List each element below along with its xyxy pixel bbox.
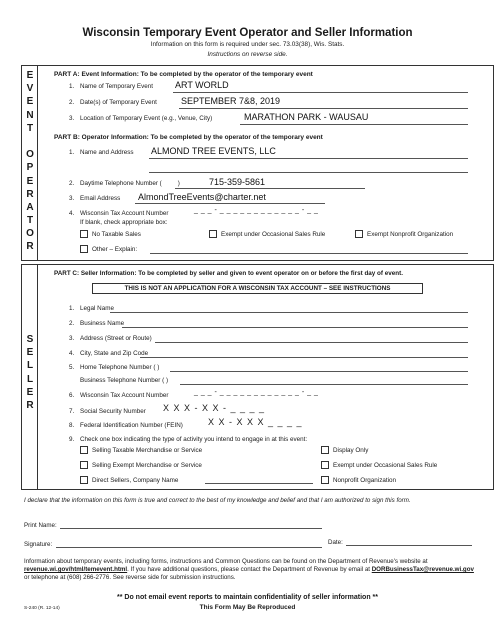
- website-link[interactable]: revenue.wi.gov/html/temevent.html: [24, 566, 128, 574]
- other-option[interactable]: Other – Explain:: [80, 245, 137, 253]
- activity-direct-seller-option[interactable]: Direct Sellers, Company Name: [80, 476, 178, 484]
- print-name-label: Print Name:: [24, 522, 57, 529]
- checkbox[interactable]: [80, 461, 88, 469]
- part-a-heading: PART A: Event Information: To be completed by the operator of the temporary event: [54, 71, 313, 78]
- fein-label: 8. Federal Identification Number (FEIN): [69, 422, 183, 429]
- side-letter: R: [26, 188, 34, 200]
- side-letter: O: [26, 228, 34, 240]
- side-letter: R: [26, 241, 34, 253]
- activity-nonprofit-option[interactable]: Nonprofit Organization: [321, 476, 396, 484]
- signature-line[interactable]: [56, 547, 322, 548]
- activity-label: 9. Check one box indicating the type of activity you intend to engage in at this event:: [69, 436, 308, 443]
- side-letter: A: [26, 201, 34, 213]
- form-subtitle: Information on this form is required under sec. 73.03(38), Wis. Stats.: [150, 41, 345, 48]
- seller-field-line[interactable]: [170, 371, 468, 372]
- info-paragraph: Information about temporary events, including forms, instructions and Common Questions can be found on the Department of Revenue's website at revenue.wi.gov/html/temevent.html. If you have additional questions, please contact the Department of Revenue by email at DORBusinessTax@revenue.wi.gov or telephone at (608) 266-2776. See reverse side for submission instructions.: [24, 558, 474, 582]
- side-letter: T: [26, 122, 34, 134]
- checkbox[interactable]: [321, 476, 329, 484]
- side-letter: E: [26, 386, 34, 398]
- fein-field[interactable]: X X - X X X _ _ _ _: [208, 417, 303, 427]
- email-link[interactable]: DORBusinessTax@revenue.wi.gov: [371, 566, 474, 574]
- side-letter: E: [26, 96, 34, 108]
- checkbox[interactable]: [321, 461, 329, 469]
- ssn-field[interactable]: X X X - X X - _ _ _ _: [163, 403, 266, 413]
- seller-field-line[interactable]: [140, 357, 468, 358]
- company-name-line[interactable]: [205, 483, 313, 484]
- date-label: Date:: [328, 539, 343, 546]
- operator-name-field[interactable]: ALMOND TREE EVENTS, LLC: [151, 146, 276, 156]
- activity-exempt-option[interactable]: Selling Exempt Merchandise or Service: [80, 461, 202, 469]
- form-id: S-240 (R. 12-14): [24, 606, 60, 611]
- activity-occasional-option[interactable]: Exempt under Occasional Sales Rule: [321, 461, 437, 469]
- operator-tax-field[interactable]: _ _ _ - _ _ _ _ _ _ _ _ _ _ _ _ - _ _: [194, 207, 319, 214]
- checkbox[interactable]: [80, 446, 88, 454]
- other-explain-line[interactable]: [150, 253, 468, 254]
- seller-field-label: 5. Home Telephone Number ( ): [69, 364, 160, 371]
- side-letter: S: [26, 334, 34, 345]
- event-name-field[interactable]: ART WORLD: [175, 80, 229, 90]
- side-letter: L: [26, 360, 34, 372]
- operator-name-label: 1. Name and Address: [69, 149, 134, 156]
- declaration-text: I declare that the information on this form is true and correct to the best of my knowledge and belief and that I am authorized to sign this form.: [24, 497, 411, 504]
- signature-label: Signature:: [24, 541, 53, 548]
- activity-taxable-option[interactable]: Selling Taxable Merchandise or Service: [80, 446, 202, 454]
- event-operator-side-label: [21, 71, 39, 256]
- operator-phone-field[interactable]: 715-359-5861: [209, 177, 266, 187]
- ssn-label: 7. Social Security Number: [69, 408, 146, 415]
- operator-phone-label: 2. Daytime Telephone Number ( ): [69, 180, 180, 187]
- checkbox[interactable]: [321, 446, 329, 454]
- event-name-label: 1. Name of Temporary Event: [69, 83, 154, 90]
- part-c-heading: PART C: Seller Information: To be completed by seller and given to event operator on or before the first day of event.: [54, 270, 403, 277]
- activity-display-option[interactable]: Display Only: [321, 446, 368, 454]
- instructions-note: Instructions on reverse side.: [207, 51, 288, 58]
- occasional-sales-option[interactable]: Exempt under Occasional Sales Rule: [209, 230, 325, 238]
- operator-email-field[interactable]: AlmondTreeEvents@charter.net: [138, 192, 266, 202]
- side-letter: L: [26, 373, 34, 385]
- side-letter: E: [26, 175, 34, 187]
- event-location-label: 3. Location of Temporary Event (e.g., Venue, City): [69, 115, 213, 122]
- reproduce-note: This Form May Be Reproduced: [199, 604, 296, 611]
- date-line[interactable]: [346, 545, 472, 546]
- confidentiality-warning: ** Do not email event reports to maintain confidentiality of seller information **: [117, 594, 378, 601]
- side-letter: P: [26, 162, 34, 174]
- operator-address-line[interactable]: [149, 172, 468, 173]
- checkbox[interactable]: [80, 476, 88, 484]
- seller-field-label: 4. City, State and Zip Code: [69, 350, 149, 357]
- checkbox[interactable]: [80, 230, 88, 238]
- no-taxable-sales-option[interactable]: No Taxable Sales: [80, 230, 141, 238]
- business-phone-line[interactable]: [180, 384, 468, 385]
- side-letter: V: [26, 83, 34, 95]
- seller-field-line[interactable]: [110, 312, 468, 313]
- business-phone-label: Business Telephone Number ( ): [80, 377, 169, 384]
- print-name-line[interactable]: [60, 528, 322, 529]
- operator-tax-label: 4. Wisconsin Tax Account Number: [69, 210, 169, 217]
- not-application-notice: THIS IS NOT AN APPLICATION FOR A WISCONSIN TAX ACCOUNT – SEE INSTRUCTIONS: [92, 283, 423, 294]
- side-letter: E: [26, 347, 34, 359]
- nonprofit-option[interactable]: Exempt Nonprofit Organization: [355, 230, 453, 238]
- part-b-heading: PART B: Operator Information: To be completed by the operator of the temporary event: [54, 134, 323, 141]
- event-location-field[interactable]: MARATHON PARK - WAUSAU: [244, 112, 369, 122]
- blank-note: If blank, check appropriate box:: [80, 219, 168, 226]
- checkbox[interactable]: [209, 230, 217, 238]
- event-dates-label: 2. Date(s) of Temporary Event: [69, 99, 157, 106]
- seller-field-line[interactable]: [122, 327, 468, 328]
- event-dates-field[interactable]: SEPTEMBER 7&8, 2019: [181, 96, 281, 106]
- seller-field-line[interactable]: [155, 342, 468, 343]
- side-letter: T: [26, 215, 34, 227]
- side-letter: N: [26, 109, 34, 121]
- seller-side-label: [21, 335, 39, 414]
- seller-tax-field[interactable]: _ _ _ - _ _ _ _ _ _ _ _ _ _ _ _ - _ _: [194, 389, 319, 396]
- form-title: Wisconsin Temporary Event Operator and Seller Information: [82, 27, 413, 39]
- checkbox[interactable]: [80, 245, 88, 253]
- side-letter: E: [26, 70, 34, 81]
- side-letter: O: [26, 149, 34, 161]
- operator-email-label: 3. Email Address: [69, 195, 121, 202]
- seller-field-label: 3. Address (Street or Route): [69, 335, 152, 342]
- seller-tax-label: 6. Wisconsin Tax Account Number: [69, 392, 169, 399]
- seller-field-label: 1. Legal Name: [69, 305, 114, 312]
- seller-field-label: 2. Business Name: [69, 320, 125, 327]
- checkbox[interactable]: [355, 230, 363, 238]
- side-letter: R: [26, 399, 34, 411]
